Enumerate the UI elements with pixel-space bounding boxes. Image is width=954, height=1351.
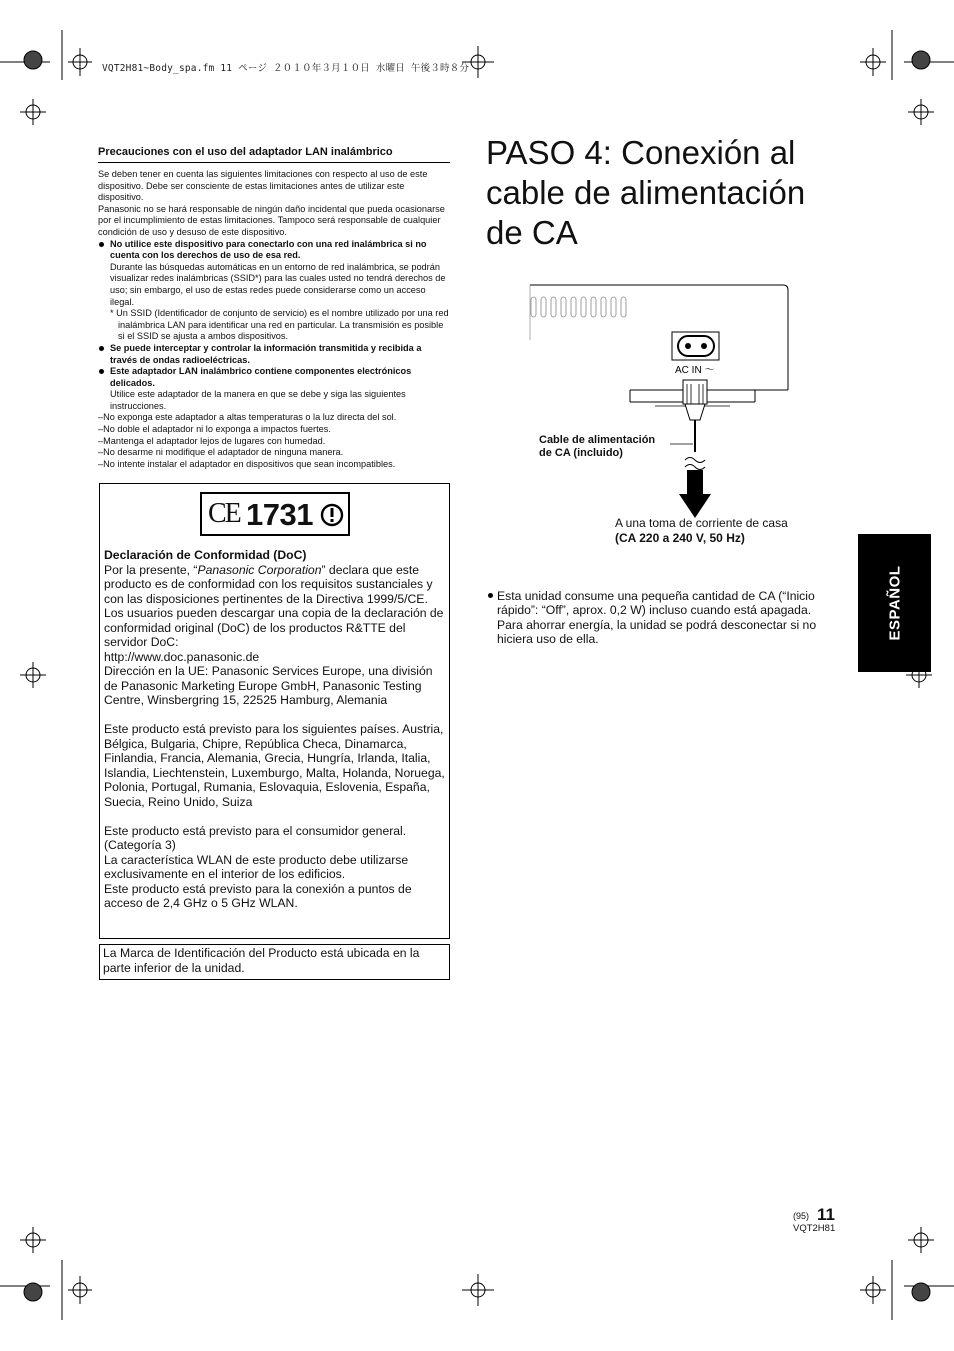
outlet-voltage: (CA 220 a 240 V, 50 Hz)	[615, 531, 745, 545]
precautions-intro: Se deben tener en cuenta las siguientes limitaciones con respecto al uso de este dispositivo. Debe ser consciente de estas limitaciones antes de utilizar este dispositivo.	[98, 169, 428, 203]
declaration-paragraph-6: La característica WLAN de este producto debe utilizarse exclusivamente en el interior de los edificios.	[104, 852, 409, 881]
bullet-2-title: Se puede interceptar y controlar la información transmitida y recibida a través de ondas radioeléctricas.	[110, 342, 422, 365]
precaution-bullet-2	[98, 343, 450, 366]
precautions-title: Precauciones con el uso del adaptador LAN inalámbrico	[98, 146, 450, 163]
bullet-1-title: No utilice este dispositivo para conectarlo con una red inalámbrica si no cuenta con los derechos de uso de esa red.	[110, 238, 427, 261]
bullet-icon	[99, 346, 104, 351]
company-name: Panasonic Corporation	[197, 562, 322, 577]
note-text: Esta unidad consume una pequeña cantidad de CA (“Inicio rápido”: “Off”, aprox. 0,2 W) incluso cuando está apagada. Para ahorrar energía, la unidad se podrá desconectar si no hiciera uso de ella.	[497, 589, 817, 646]
file-header-line: VQT2H81~Body_spa.fm 11 ページ ２０１０年３月１０日 水曜日 午後３時８分	[102, 63, 470, 74]
list-item: –Mantenga el adaptador lejos de lugares con humedad.	[98, 435, 326, 446]
language-tab	[858, 534, 931, 672]
precautions-intro-2: Panasonic no se hará responsable de ningún daño incidental que pueda ocasionarse por el incumplimiento de estas limitaciones. Tampoco será responsable de cualquier condición de uso y desuso de este dispositivo.	[98, 203, 445, 237]
language-tab-label: ESPAÑOL	[886, 565, 903, 641]
declaration-title: Declaración de Conformidad (DoC)	[104, 548, 307, 562]
standby-power-note	[486, 589, 836, 646]
notified-body-number: 1731	[246, 497, 313, 532]
declaration-paragraph-3: Dirección en la UE: Panasonic Services Europe, una división de Panasonic Marketing Europe GmbH, Panasonic Testing Centre, Winsbergring 15, 22525 Hamburg, Alemania	[104, 664, 433, 707]
precaution-bullet-1	[98, 239, 450, 343]
arrow-down-icon	[679, 470, 711, 518]
bullet-1-text: Durante las búsquedas automáticas en un entorno de red inalámbrica, se podrán visualizar redes inalámbricas (SSID*) para las cuales usted no tendrá derechos de uso; sin embargo, el uso de estas redes puede considerarse como un acceso ilegal.	[110, 261, 446, 307]
bullet-icon	[488, 593, 493, 598]
list-item: –No intente instalar el adaptador en dispositivos que sean incompatibles.	[98, 458, 396, 469]
unit-rear-panel	[530, 285, 788, 390]
bullet-icon	[99, 242, 104, 247]
cable-label-line-1: Cable de alimentación	[539, 434, 656, 446]
outlet-label	[615, 516, 788, 546]
declaration-paragraph-4: Este producto está previsto para los siguientes países. Austria, Bélgica, Bulgaria, Chipre, República Checa, Dinamarca, Finlandia, Francia, Alemania, Grecia, Hungría, Irlanda, Italia, Islandia, Liechtenstein, Luxemburgo, Malta, Holanda, Noruega, Polonia, Portugal, Rumania, Eslovaquia, Eslovenia, España, Suecia, Reino Unido, Suiza	[104, 722, 445, 809]
declaration-of-conformity-box	[99, 483, 450, 939]
page-number: 11	[817, 1205, 835, 1224]
power-plug	[683, 380, 707, 404]
list-item: –No doble el adaptador ni lo exponga a impactos fuertes.	[98, 424, 331, 435]
step-title: PASO 4: Conexión al cable de alimentación de CA	[486, 134, 806, 251]
ac-cable-connection-diagram	[515, 280, 815, 530]
cable-label-line-2: de CA (incluido)	[539, 447, 623, 459]
outlet-label-line-1: A una toma de corriente de casa	[615, 516, 788, 530]
doc-server-url: http://www.doc.panasonic.de	[104, 649, 260, 664]
p1-pre: Por la presente, “	[104, 562, 198, 577]
ce-mark-text: CE	[208, 498, 240, 529]
p1-post: ” declara que este producto es de conformidad con los requisitos sustanciales y con las disposiciones pertinentes de la Directiva 1999/5/CE.	[104, 562, 433, 606]
ce-mark-logo	[200, 492, 350, 536]
declaration-paragraph-5: Este producto está previsto para el consumidor general. (Categoría 3)	[104, 823, 407, 852]
bullet-3-title: Este adaptador LAN inalámbrico contiene componentes electrónicos delicados.	[110, 366, 412, 388]
list-item: –No exponga este adaptador a altas temperaturas o la luz directa del sol.	[98, 412, 397, 423]
bullet-3-text: Utilice este adaptador de la manera en que se debe y siga las siguientes instrucciones.	[110, 389, 406, 411]
wireless-lan-precautions	[98, 146, 450, 470]
model-number: VQT2H81	[793, 1223, 836, 1234]
ssid-footnote: * Un SSID (Identificador de conjunto de servicio) es el nombre utilizado por una red inalámbrica LAN para identificar una red en particular. La transmisión es posible si el SSID se ajusta a ambos dispositivos.	[110, 308, 449, 342]
list-item: –No desarme ni modifique el adaptador de ninguna manera.	[98, 447, 344, 458]
declaration-text	[104, 548, 446, 911]
vent-slots	[531, 297, 626, 317]
ac-in-label: AC IN ～	[675, 365, 715, 376]
cable-label	[539, 434, 655, 460]
handling-instructions	[98, 412, 450, 470]
bullet-icon	[99, 369, 104, 374]
declaration-paragraph-7: Este producto está previsto para la conexión a puntos de acceso de 2,4 GHz o 5 GHz WLAN.	[104, 881, 412, 910]
declaration-paragraph-1	[104, 563, 446, 607]
alert-icon	[320, 503, 344, 527]
page-reference: (95)	[793, 1211, 810, 1221]
product-identification-note: La Marca de Identificación del Producto está ubicada en la parte inferior de la unidad.	[99, 944, 450, 980]
declaration-paragraph-2: Los usuarios pueden descargar una copia de la declaración de conformidad original (DoC) de los productos R&TTE del servidor DoC:	[104, 606, 444, 649]
precaution-bullet-3	[98, 366, 450, 412]
